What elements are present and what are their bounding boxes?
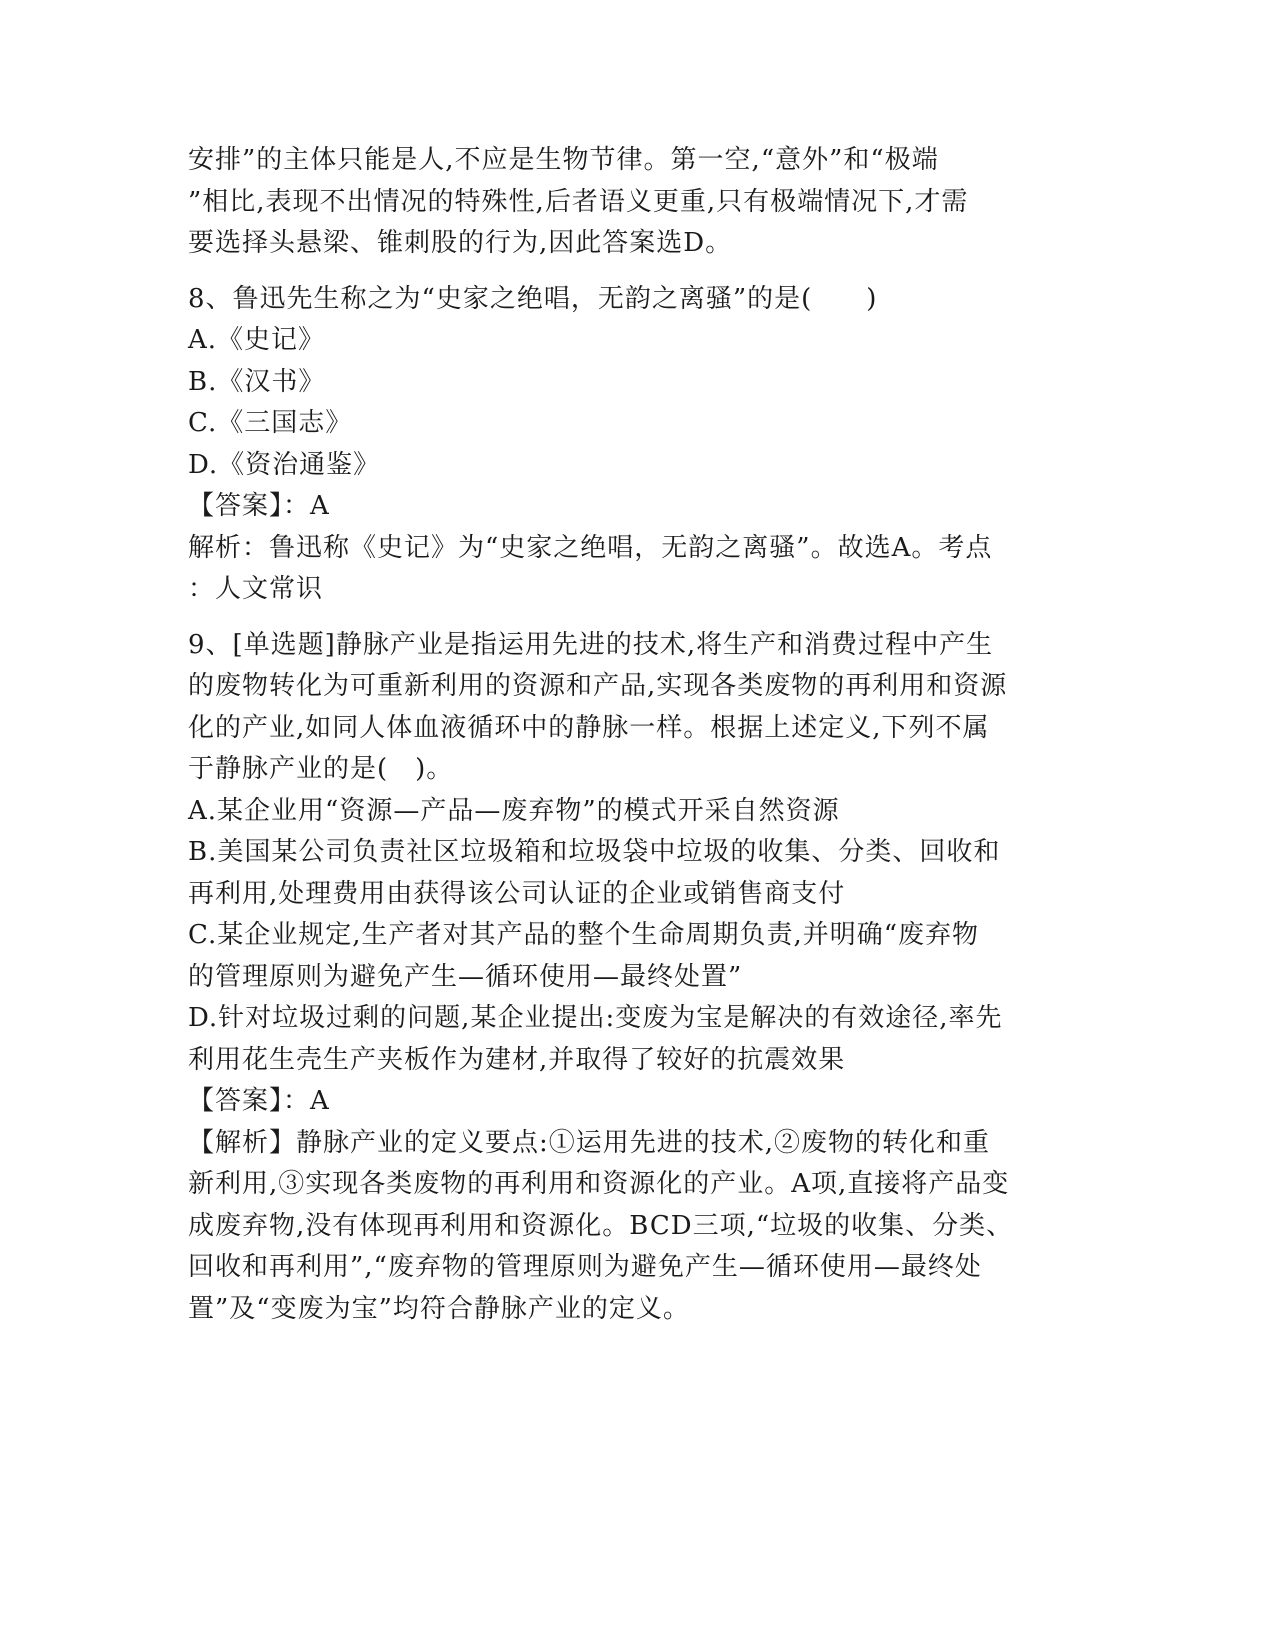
analysis-line: ：人文常识 [188, 574, 324, 604]
document-page [188, 140, 1083, 1330]
text-line: ”相比,表现不出情况的特殊性,后者语义更重,只有极端情况下,才需 [188, 186, 969, 217]
option-line: 的管理原则为避免产生—循环使用—最终处置” [188, 961, 743, 992]
option-c: C.《三国志》 [188, 408, 353, 438]
question-8 [188, 279, 1083, 611]
option-d: D.《资治通鉴》 [188, 449, 381, 480]
analysis-line: 置”及“变废为宝”均符合静脉产业的定义。 [188, 1293, 690, 1324]
question-text-line: 化的产业,如同人体血液循环中的静脉一样。根据上述定义,下列不属 [188, 712, 990, 743]
option-a: A.《史记》 [188, 325, 326, 355]
q7-analysis-tail [188, 140, 1083, 265]
question-text-line: 9、[单选题]静脉产业是指运用先进的技术,将生产和消费过程中产生 [188, 629, 994, 660]
question-text-line: 的废物转化为可重新利用的资源和产品,实现各类废物的再利用和资源 [188, 671, 1008, 701]
question-text: 8、鲁迅先生称之为“史家之绝唱，无韵之离骚”的是( ) [188, 283, 878, 314]
analysis-line: 【解析】静脉产业的定义要点:①运用先进的技术,②废物的转化和重 [188, 1127, 991, 1158]
analysis-line: 解析：鲁迅称《史记》为“史家之绝唱，无韵之离骚”。故选A。考点 [188, 532, 993, 563]
option-line: B.美国某公司负责社区垃圾箱和垃圾袋中垃圾的收集、分类、回收和 [188, 837, 1001, 867]
question-9 [188, 625, 1083, 1331]
option-line: 再利用,处理费用由获得该公司认证的企业或销售商支付 [188, 878, 846, 909]
option-line: C.某企业规定,生产者对其产品的整个生命周期负责,并明确“废弃物 [188, 920, 980, 950]
question-text-line: 于静脉产业的是( )。 [188, 754, 454, 784]
text-line: 要选择头悬梁、锥刺股的行为,因此答案选D。 [188, 228, 733, 258]
answer: 【答案】：A [188, 491, 330, 521]
analysis-line: 成废弃物,没有体现再利用和资源化。BCD三项,“垃圾的收集、分类、 [188, 1210, 1014, 1241]
analysis-line: 新利用,③实现各类废物的再利用和资源化的产业。A项,直接将产品变 [188, 1169, 1010, 1199]
option-line: D.针对垃圾过剩的问题,某企业提出:变废为宝是解决的有效途径,率先 [188, 1003, 1003, 1033]
option-b: B.《汉书》 [188, 366, 326, 397]
text-line: 安排”的主体只能是人,不应是生物节律。第一空,“意外”和“极端 [188, 145, 939, 175]
answer: 【答案】：A [188, 1086, 330, 1116]
analysis-line: 回收和再利用”,“废弃物的管理原则为避免产生—循环使用—最终处 [188, 1252, 982, 1282]
option-line: A.某企业用“资源—产品—废弃物”的模式开采自然资源 [188, 795, 840, 826]
option-line: 利用花生壳生产夹板作为建材,并取得了较好的抗震效果 [188, 1044, 846, 1075]
